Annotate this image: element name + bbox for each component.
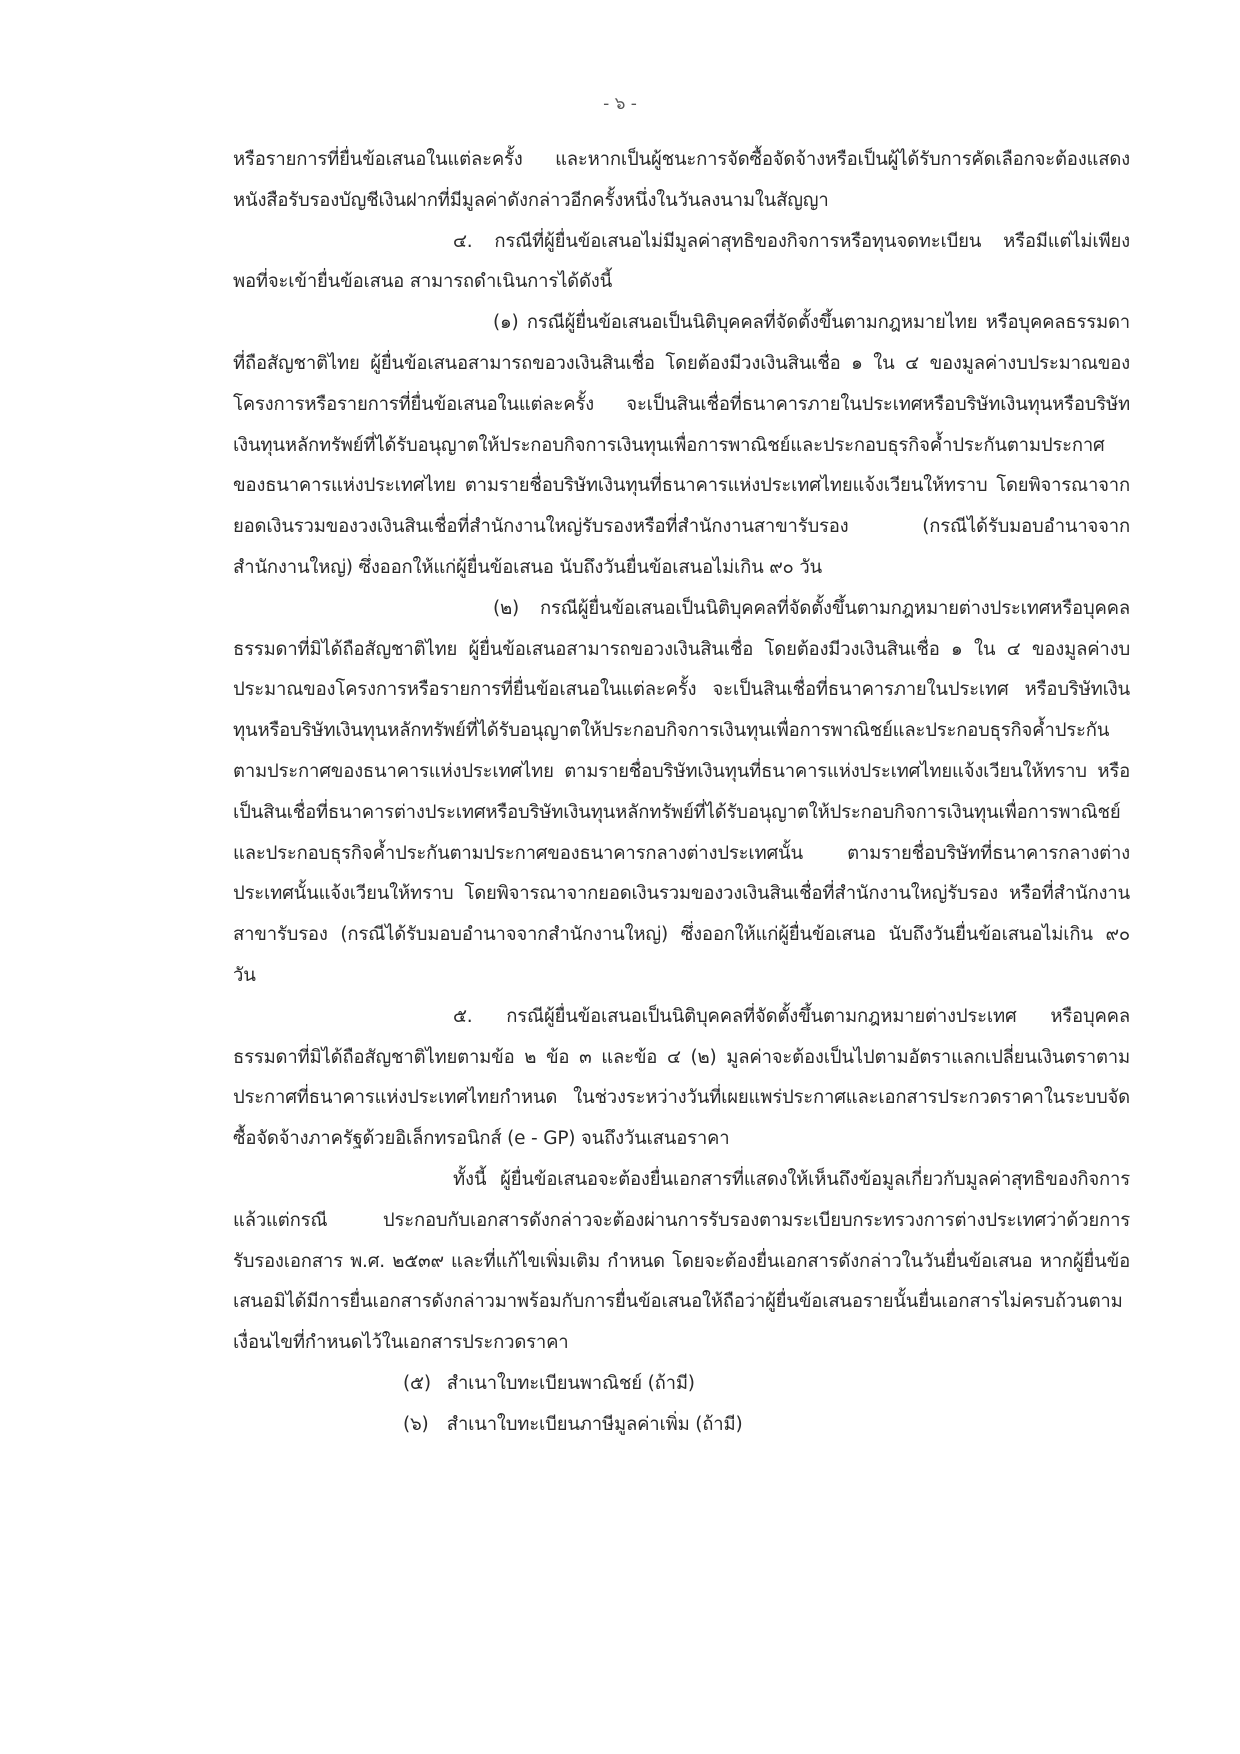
paragraph-item-4-2: (๒) กรณีผู้ยื่นข้อเสนอเป็นนิติบุคคลที่จัดตั้งขึ้นตามกฎหมายต่างประเทศหรือบุคคลธรรมดาที่มิได้ถือสัญชาติไทย ผู้ยื่นข้อเสนอสามารถขอวงเงินสินเชื่อ โดยต้องมีวงเงินสินเชื่อ ๑ ใน ๔ ของมูลค่างบประมาณของโครงการหรือรายการที่ยื่นข้อเสนอในแต่ละครั้ง จะเป็นสินเชื่อที่ธนาคารภายในประเทศ หรือบริษัทเงินทุนหรือบริษัทเงินทุนหลักทรัพย์ที่ได้รับอนุญาตให้ประกอบกิจการเงินทุนเพื่อการพาณิชย์และประกอบธุรกิจค้ำประกันตามประกาศของธนาคารแห่งประเทศไทย ตามรายชื่อบริษัทเงินทุนที่ธนาคารแห่งประเทศไทยแจ้งเวียนให้ทราบ หรือเป็นสินเชื่อที่ธนาคารต่างประเทศหรือบริษัทเงินทุนหลักทรัพย์ที่ได้รับอนุญาตให้ประกอบกิจการเงินทุนเพื่อการพาณิชย์และประกอบธุรกิจค้ำประกันตามประกาศของธนาคารกลางต่างประเทศนั้น ตามรายชื่อบริษัทที่ธนาคารกลางต่างประเทศนั้นแจ้งเวียนให้ทราบ โดยพิจารณาจากยอดเงินรวมของวงเงินสินเชื่อที่สำนักงานใหญ่รับรอง หรือที่สำนักงานสาขารับรอง (กรณีได้รับมอบอำนาจจากสำนักงานใหญ่) ซึ่งออกให้แก่ผู้ยื่นข้อเสนอ นับถึงวันยื่นข้อเสนอไม่เกิน ๙๐ วัน [233,597,1130,986]
paragraph-item-5: ๕. กรณีผู้ยื่นข้อเสนอเป็นนิติบุคคลที่จัดตั้งขึ้นตามกฎหมายต่างประเทศ หรือบุคคลธรรมดาที่มิได้ถือสัญชาติไทยตามข้อ ๒ ข้อ ๓ และข้อ ๔ (๒) มูลค่าจะต้องเป็นไปตามอัตราแลกเปลี่ยนเงินตราตามประกาศที่ธนาคารแห่งประเทศไทยกำหนด ในช่วงระหว่างวันที่เผยแพร่ประกาศและเอกสารประกวดราคาในระบบจัดซื้อจัดจ้างภาครัฐด้วยอิเล็กทรอนิกส์ (e - GP) จนถึงวันเสนอราคา [233,1005,1130,1150]
paragraph-item-4-1: (๑) กรณีผู้ยื่นข้อเสนอเป็นนิติบุคคลที่จัดตั้งขึ้นตามกฎหมายไทย หรือบุคคลธรรมดาที่ถือสัญชาติไทย ผู้ยื่นข้อเสนอสามารถขอวงเงินสินเชื่อ โดยต้องมีวงเงินสินเชื่อ ๑ ใน ๔ ของมูลค่างบประมาณของโครงการหรือรายการที่ยื่นข้อเสนอในแต่ละครั้ง จะเป็นสินเชื่อที่ธนาคารภายในประเทศหรือบริษัทเงินทุนหรือบริษัทเงินทุนหลักทรัพย์ที่ได้รับอนุญาตให้ประกอบกิจการเงินทุนเพื่อการพาณิชย์และประกอบธุรกิจค้ำประกันตามประกาศของธนาคารแห่งประเทศไทย ตามรายชื่อบริษัทเงินทุนที่ธนาคารแห่งประเทศไทยแจ้งเวียนให้ทราบ โดยพิจารณาจากยอดเงินรวมของวงเงินสินเชื่อที่สำนักงานใหญ่รับรองหรือที่สำนักงานสาขารับรอง (กรณีได้รับมอบอำนาจจากสำนักงานใหญ่) ซึ่งออกให้แก่ผู้ยื่นข้อเสนอ นับถึงวันยื่นข้อเสนอไม่เกิน ๙๐ วัน [233,312,1130,578]
list-item-text: สำเนาใบทะเบียนภาษีมูลค่าเพิ่ม (ถ้ามี) [446,1413,743,1435]
page-number: - ๖ - [603,94,637,114]
paragraph-note: ทั้งนี้ ผู้ยื่นข้อเสนอจะต้องยื่นเอกสารที่แสดงให้เห็นถึงข้อมูลเกี่ยวกับมูลค่าสุทธิของกิจการแล้วแต่กรณี ประกอบกับเอกสารดังกล่าวจะต้องผ่านการรับรองตามระเบียบกระทรวงการต่างประเทศว่าด้วยการรับรองเอกสาร พ.ศ. ๒๕๓๙ และที่แก้ไขเพิ่มเติม กำหนด โดยจะต้องยื่นเอกสารดังกล่าวในวันยื่นข้อเสนอ หากผู้ยื่นข้อเสนอมิได้มีการยื่นเอกสารดังกล่าวมาพร้อมกับการยื่นข้อเสนอให้ถือว่าผู้ยื่นข้อเสนอรายนั้นยื่นเอกสารไม่ครบถ้วนตามเงื่อนไขที่กำหนดไว้ในเอกสารประกวดราคา [233,1168,1130,1354]
list-item [233,1405,1130,1446]
list-item-number: (๕) [403,1372,431,1394]
paragraph-continuation: หรือรายการที่ยื่นข้อเสนอในแต่ละครั้ง และหากเป็นผู้ชนะการจัดซื้อจัดจ้างหรือเป็นผู้ได้รับการคัดเลือกจะต้องแสดงหนังสือรับรองบัญชีเงินฝากที่มีมูลค่าดังกล่าวอีกครั้งหนึ่งในวันลงนามในสัญญา [233,149,1130,211]
list-item [233,1364,1130,1405]
document-body [233,140,1130,1446]
paragraph-item-4: ๔. กรณีที่ผู้ยื่นข้อเสนอไม่มีมูลค่าสุทธิของกิจการหรือทุนจดทะเบียน หรือมีแต่ไม่เพียงพอที่จะเข้ายื่นข้อเสนอ สามารถดำเนินการได้ดังนี้ [233,230,1130,293]
list-item-number: (๖) [403,1413,429,1435]
list-item-text: สำเนาใบทะเบียนพาณิชย์ (ถ้ามี) [446,1372,695,1394]
